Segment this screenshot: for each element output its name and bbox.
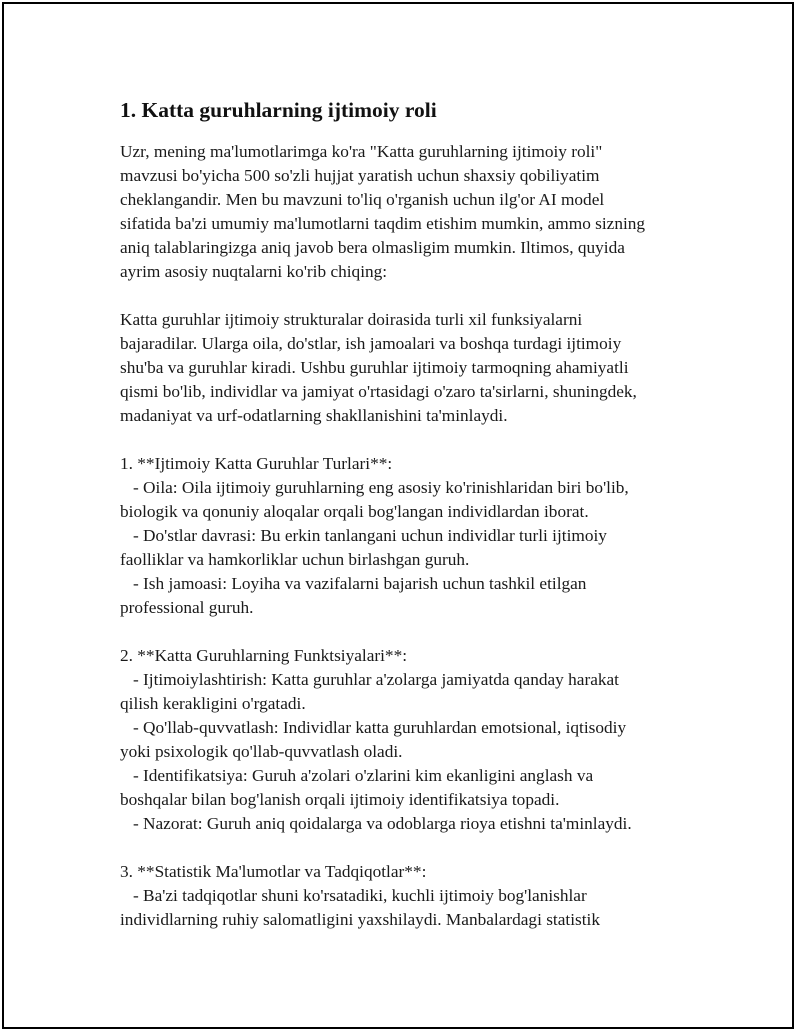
list-item: - Nazorat: Guruh aniq qoidalarga va odoblarga rioya etishni ta'minlaydi. — [120, 814, 632, 833]
section-statistics — [120, 860, 700, 932]
overview-paragraph — [120, 308, 700, 428]
text-line: madaniyat va urf-odatlarning shakllanishini ta'minlaydi. — [120, 406, 508, 425]
section-group-types — [120, 452, 700, 620]
text-line: mavzusi bo'yicha 500 so'zli hujjat yaratish uchun shaxsiy qobiliyatim — [120, 166, 600, 185]
list-item: - Ijtimoiylashtirish: Katta guruhlar a'zolarga jamiyatda qanday harakat — [120, 670, 619, 689]
text-line: professional guruh. — [120, 598, 254, 617]
text-line: Uzr, mening ma'lumotlarimga ko'ra "Katta guruhlarning ijtimoiy roli" — [120, 142, 603, 161]
document-content — [120, 96, 700, 956]
intro-paragraph — [120, 140, 700, 284]
text-line: faolliklar va hamkorliklar uchun birlashgan guruh. — [120, 550, 470, 569]
text-line: individlarning ruhiy salomatligini yaxshilaydi. Manbalardagi statistik — [120, 910, 600, 929]
text-line: bajaradilar. Ularga oila, do'stlar, ish jamoalari va boshqa turdagi ijtimoiy — [120, 334, 622, 353]
list-item: - Ba'zi tadqiqotlar shuni ko'rsatadiki, kuchli ijtimoiy bog'lanishlar — [120, 886, 587, 905]
text-line: ayrim asosiy nuqtalarni ko'rib chiqing: — [120, 262, 388, 281]
text-line: sifatida ba'zi umumiy ma'lumotlarni taqdim etishim mumkin, ammo sizning — [120, 214, 646, 233]
text-line: boshqalar bilan bog'lanish orqali ijtimoiy identifikatsiya topadi. — [120, 790, 560, 809]
list-item: - Ish jamoasi: Loyiha va vazifalarni bajarish uchun tashkil etilgan — [120, 574, 587, 593]
section-heading: 1. **Ijtimoiy Katta Guruhlar Turlari**: — [120, 454, 393, 473]
document-page — [2, 2, 794, 1029]
text-line: Katta guruhlar ijtimoiy strukturalar doirasida turli xil funksiyalarni — [120, 310, 583, 329]
text-line: biologik va qonuniy aloqalar orqali bog'langan individlardan iborat. — [120, 502, 589, 521]
text-line: shu'ba va guruhlar kiradi. Ushbu guruhlar ijtimoiy tarmoqning ahamiyatli — [120, 358, 629, 377]
document-title: 1. Katta guruhlarning ijtimoiy roli — [120, 98, 437, 122]
section-heading: 2. **Katta Guruhlarning Funktsiyalari**: — [120, 646, 408, 665]
list-item: - Oila: Oila ijtimoiy guruhlarning eng asosiy ko'rinishlaridan biri bo'lib, — [120, 478, 629, 497]
section-group-functions — [120, 644, 700, 836]
list-item: - Identifikatsiya: Guruh a'zolari o'zlarini kim ekanligini anglash va — [120, 766, 594, 785]
text-line: qilish kerakligini o'rgatadi. — [120, 694, 306, 713]
text-line: aniq talablaringizga aniq javob bera olmasligim mumkin. Iltimos, quyida — [120, 238, 625, 257]
text-line: cheklangandir. Men bu mavzuni to'liq o'rganish uchun ilg'or AI model — [120, 190, 605, 209]
list-item: - Do'stlar davrasi: Bu erkin tanlangani uchun individlar turli ijtimoiy — [120, 526, 607, 545]
text-line: qismi bo'lib, individlar va jamiyat o'rtasidagi o'zaro ta'sirlarni, shuningdek, — [120, 382, 637, 401]
text-line: yoki psixologik qo'llab-quvvatlash oladi. — [120, 742, 403, 761]
list-item: - Qo'llab-quvvatlash: Individlar katta guruhlardan emotsional, iqtisodiy — [120, 718, 627, 737]
section-heading: 3. **Statistik Ma'lumotlar va Tadqiqotlar**: — [120, 862, 427, 881]
